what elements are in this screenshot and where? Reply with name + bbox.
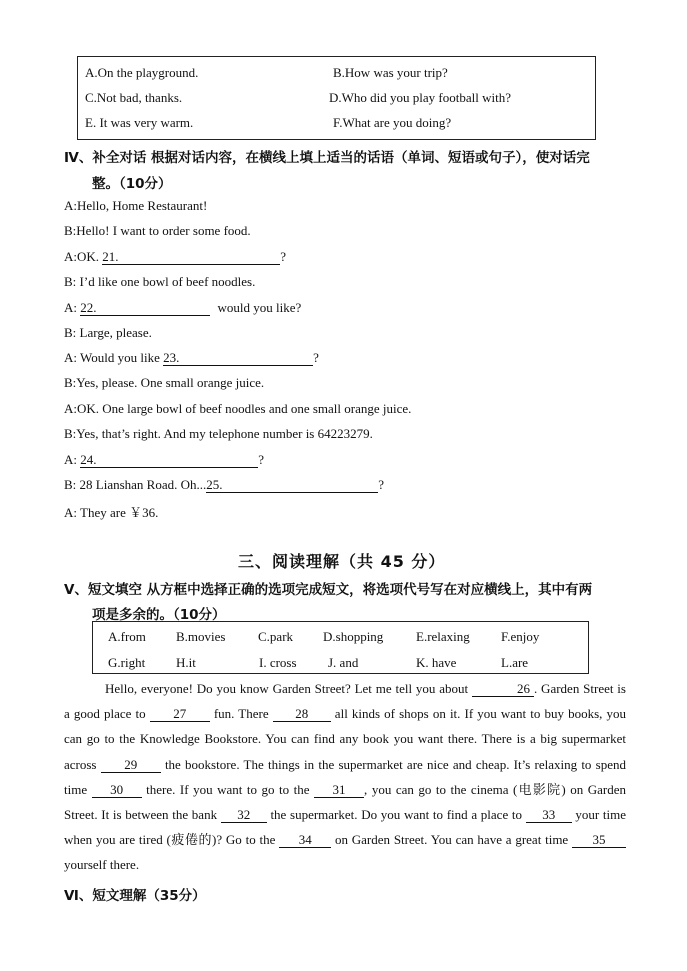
option-f: F.What are you doing? xyxy=(333,115,452,130)
word-bank-option: C.park xyxy=(258,629,294,644)
dialogue-line-7 xyxy=(64,350,319,366)
passage-text: . Garden Street is a good place to xyxy=(64,681,626,722)
blank-27[interactable]: 27 xyxy=(150,706,210,722)
blank-33[interactable]: 33 xyxy=(526,807,572,823)
word-bank-option: B.movies xyxy=(176,629,226,644)
word-bank-option: D.shopping xyxy=(323,629,384,644)
word-bank-option: J. and xyxy=(328,655,359,670)
blank-29[interactable]: 29 xyxy=(101,757,161,773)
word-bank-option: F.enjoy xyxy=(501,629,540,644)
dialogue-line-11-suffix: ? xyxy=(258,452,265,467)
dialogue-line-4: B: I’d like one bowl of beef noodles. xyxy=(64,274,256,289)
dialogue-line-7-suffix: ? xyxy=(313,350,319,365)
dialogue-line-11 xyxy=(64,452,264,468)
passage xyxy=(64,676,626,878)
option-e: E. It was very warm. xyxy=(85,115,194,130)
passage-text: your time when you are tired (疲倦的)? Go to the xyxy=(64,807,627,848)
blank-30[interactable]: 30 xyxy=(92,782,142,798)
dialogue-line-12 xyxy=(64,477,384,493)
option-c: C.Not bad, thanks. xyxy=(85,90,183,105)
dialogue-line-5-prefix: A: xyxy=(64,300,81,315)
blank-31[interactable]: 31 xyxy=(314,782,364,798)
section5-heading-line2: 项是多余的。（10分） xyxy=(92,607,226,623)
word-bank-option: L.are xyxy=(501,655,529,670)
dialogue-line-1: A:Hello, Home Restaurant! xyxy=(64,198,208,213)
section4-heading-line2: 整。（10分） xyxy=(92,176,172,192)
dialogue-line-5 xyxy=(64,300,301,316)
section6-heading: Ⅵ、短文理解（35分） xyxy=(64,888,206,904)
word-bank-option: K. have xyxy=(416,655,457,670)
option-b: B.How was your trip? xyxy=(333,65,448,80)
blank-26[interactable]: 26 xyxy=(472,681,534,697)
dialogue-line-8: B:Yes, please. One small orange juice. xyxy=(64,375,265,390)
blank-32[interactable]: 32 xyxy=(221,807,267,823)
blank-21[interactable]: 21. xyxy=(102,250,280,265)
passage-text: all kinds of shops on it. If you want to buy books, you can go to the Knowledge Bookstore. You can find any book you want there. There is a big supermarket across xyxy=(64,706,626,772)
blank-22[interactable]: 22. xyxy=(80,301,210,316)
dialogue-line-9: A:OK. One large bowl of beef noodles and one small orange juice. xyxy=(64,401,412,416)
blank-25[interactable]: 25. xyxy=(206,478,378,493)
passage-text: fun. There xyxy=(209,706,273,722)
dialogue-line-5-suffix: would you like? xyxy=(214,300,302,315)
word-bank-option: E.relaxing xyxy=(416,629,470,644)
dialogue-line-10: B:Yes, that’s right. And my telephone number is 64223279. xyxy=(64,426,373,441)
passage-text: , you can go to the cinema (电影院) on Garden Street. It is between the bank xyxy=(64,781,627,823)
passage-text: Hello, everyone! Do you know Garden Street? Let me tell you about xyxy=(105,681,472,696)
passage-text: on Garden Street. You can have a great time xyxy=(331,832,572,848)
passage-text: the bookstore. The things in the supermarket are nice and cheap. It’s relaxing to spend time xyxy=(64,756,626,797)
passage-text: there. If you want to go to the xyxy=(141,781,315,797)
dialogue-line-12-prefix: B: 28 Lianshan Road. Oh... xyxy=(64,477,207,492)
word-bank-option: H.it xyxy=(176,655,196,670)
passage-text: yourself there. xyxy=(64,857,140,873)
dialogue-line-3-suffix: ? xyxy=(280,249,287,264)
passage-text: the supermarket. Do you want to find a place to xyxy=(266,807,526,823)
dialogue-line-6: B: Large, please. xyxy=(64,325,152,340)
word-bank-option: G.right xyxy=(108,655,146,670)
dialogue-line-2: B:Hello! I want to order some food. xyxy=(64,223,251,238)
dialogue-line-3-prefix: A:OK. xyxy=(64,249,103,264)
blank-34[interactable]: 34 xyxy=(279,832,331,848)
section5-heading-line1: Ⅴ、短文填空 从方框中选择正确的选项完成短文，将选项代号写在对应横线上，其中有两 xyxy=(64,582,593,598)
blank-28[interactable]: 28 xyxy=(273,706,331,722)
blank-24[interactable]: 24. xyxy=(80,453,258,468)
blank-23[interactable]: 23. xyxy=(163,351,313,366)
word-bank-option: I. cross xyxy=(259,655,297,670)
dialogue-line-13: A: They are ￥36. xyxy=(64,505,159,520)
dialogue-line-3 xyxy=(64,249,286,265)
section4-heading-line1: Ⅳ、补全对话 根据对话内容，在横线上填上适当的话语（单词、短语或句子），使对话完 xyxy=(64,150,590,166)
dialogue-line-12-suffix: ? xyxy=(378,477,385,492)
part3-title: 三、阅读理解（共 45 分） xyxy=(238,552,446,571)
option-a: A.On the playground. xyxy=(85,65,199,80)
blank-35[interactable]: 35 xyxy=(572,832,626,848)
word-bank-option: A.from xyxy=(108,629,146,644)
option-d: D.Who did you play football with? xyxy=(329,90,511,105)
dialogue-line-11-prefix: A: xyxy=(64,452,81,467)
dialogue-line-7-prefix: A: Would you like xyxy=(64,350,164,365)
